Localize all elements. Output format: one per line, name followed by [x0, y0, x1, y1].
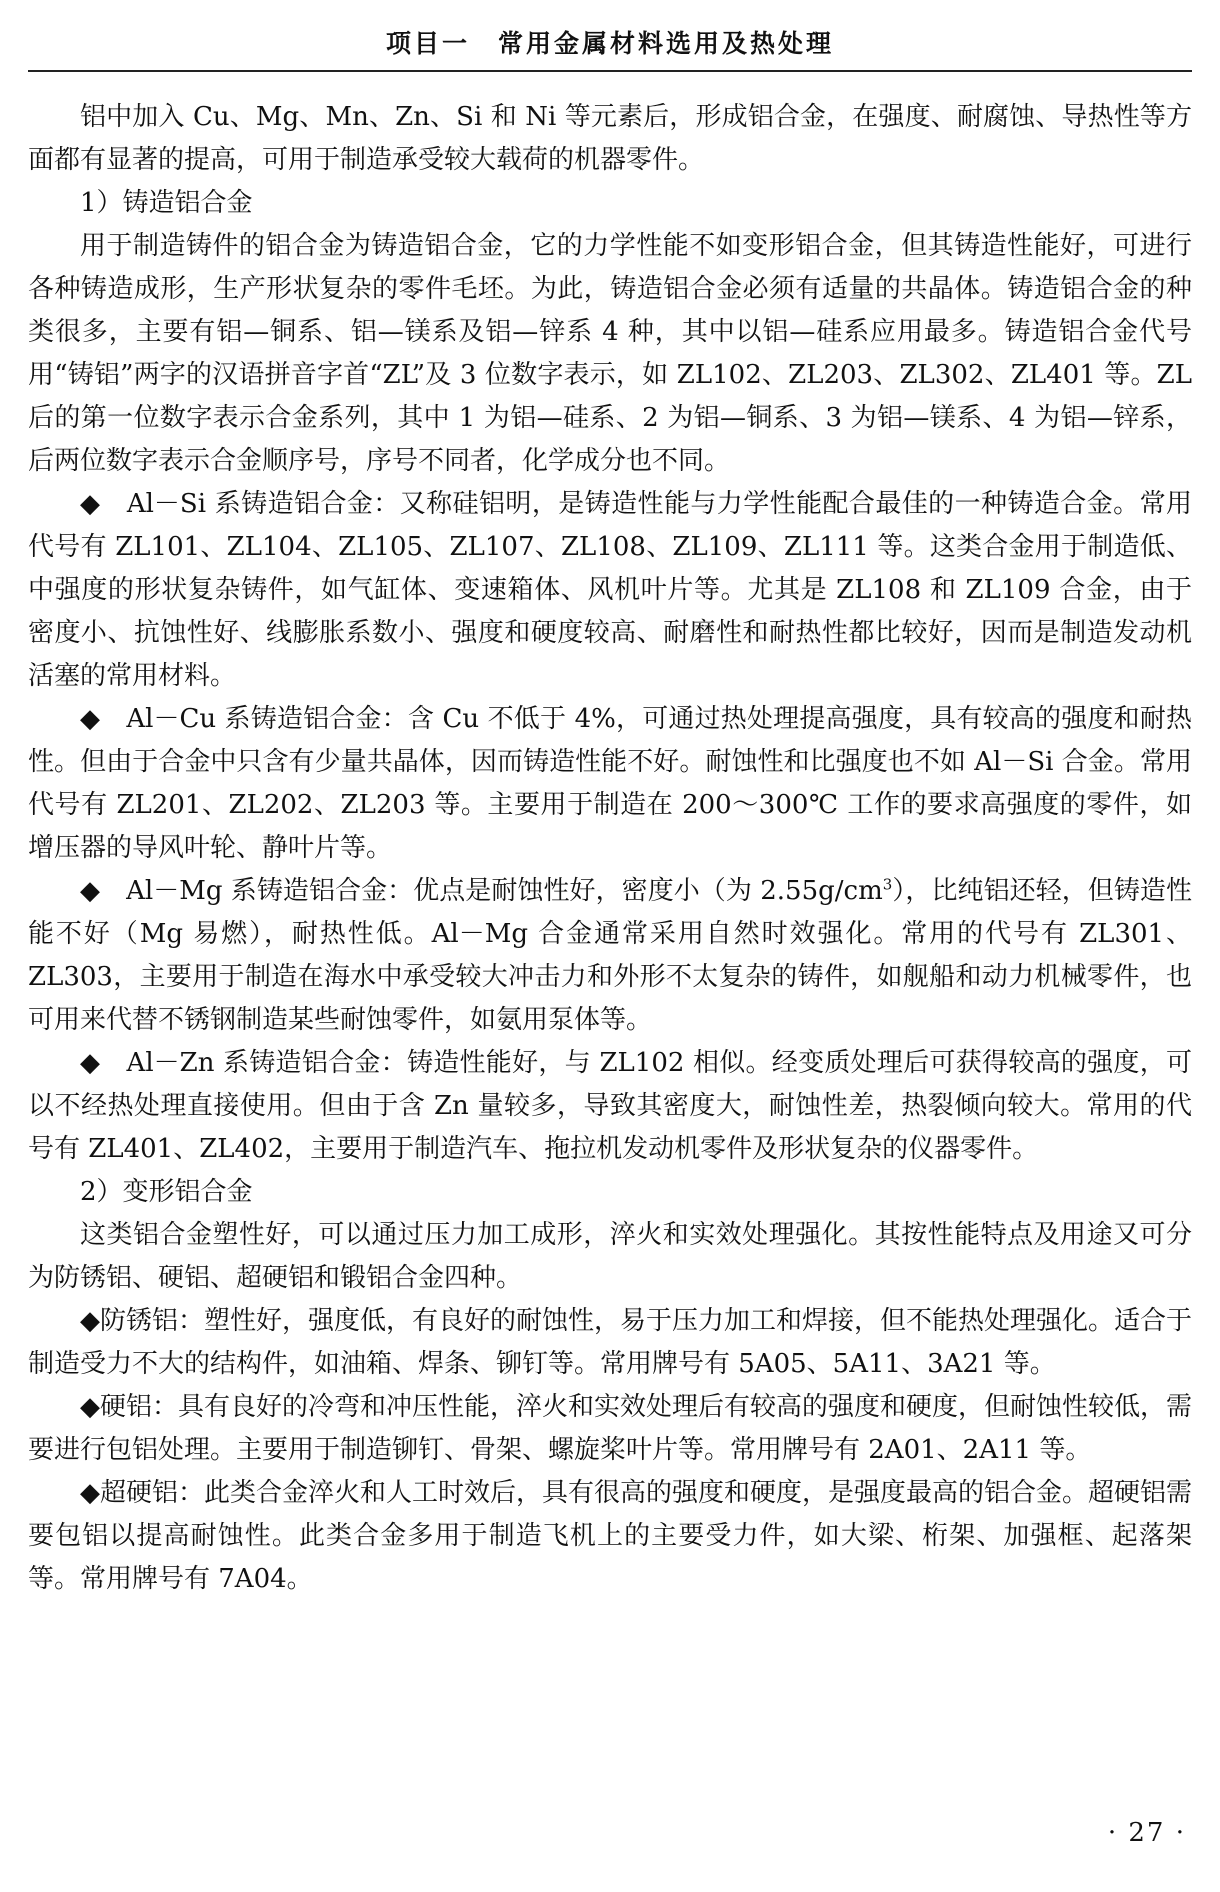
bullet-al-mg-text-a: ◆ Al－Mg 系铸造铝合金：优点是耐蚀性好，密度小（为 2.55g/cm [80, 876, 883, 906]
section-heading-cast-alloy: 1）铸造铝合金 [80, 188, 253, 218]
bullet-rust-proof-aluminum: ◆防锈铝：塑性好，强度低，有良好的耐蚀性，易于压力加工和焊接，但不能热处理强化。适合于制造受力不大的结构件，如油箱、焊条、铆钉等。常用牌号有 5A05、5A11、3A21 等。 [28, 1306, 1192, 1379]
bullet-al-mg [28, 870, 1192, 1042]
header-title: 项目一 常用金属材料选用及热处理 [385, 29, 834, 58]
bullet-al-si: ◆ Al－Si 系铸造铝合金：又称硅铝明，是铸造性能与力学性能配合最佳的一种铸造合金。常用代号有 ZL101、ZL104、ZL105、ZL107、ZL108、ZL109、ZL111 等。这类合金用于制造低、中强度的形状复杂铸件，如气缸体、变速箱体、风机叶片等。尤其是 ZL108 和 ZL109 合金，由于密度小、抗蚀性好、线膨胀系数小、强度和硬度较高、耐磨性和耐热性都比较好，因而是制造发动机活塞的常用材料。 [28, 489, 1192, 691]
body-text [28, 96, 1192, 1601]
section-heading-wrought-alloy: 2）变形铝合金 [80, 1177, 253, 1207]
intro-paragraph: 铝中加入 Cu、Mg、Mn、Zn、Si 和 Ni 等元素后，形成铝合金，在强度、耐腐蚀、导热性等方面都有显著的提高，可用于制造承受较大载荷的机器零件。 [28, 102, 1192, 175]
page-number: · 27 · [1107, 1818, 1186, 1848]
bullet-super-duralumin: ◆超硬铝：此类合金淬火和人工时效后，具有很高的强度和硬度，是强度最高的铝合金。超硬铝需要包铝以提高耐蚀性。此类合金多用于制造飞机上的主要受力件，如大梁、桁架、加强框、起落架等。常用牌号有 7A04。 [28, 1478, 1192, 1594]
bullet-al-cu: ◆ Al－Cu 系铸造铝合金：含 Cu 不低于 4%，可通过热处理提高强度，具有较高的强度和耐热性。但由于合金中只含有少量共晶体，因而铸造性能不好。耐蚀性和比强度也不如 Al－Si 合金。常用代号有 ZL201、ZL202、ZL203 等。主要用于制造在 200～300℃ 工作的要求高强度的零件，如增压器的导风叶轮、静叶片等。 [28, 704, 1192, 863]
running-header [28, 0, 1192, 72]
bullet-al-zn: ◆ Al－Zn 系铸造铝合金：铸造性能好，与 ZL102 相似。经变质处理后可获得较高的强度，可以不经热处理直接使用。但由于含 Zn 量较多，导致其密度大，耐蚀性差，热裂倾向较大。常用的代号有 ZL401、ZL402，主要用于制造汽车、拖拉机发动机零件及形状复杂的仪器零件。 [28, 1048, 1192, 1164]
superscript-3: 3 [882, 875, 893, 894]
cast-alloy-paragraph: 用于制造铸件的铝合金为铸造铝合金，它的力学性能不如变形铝合金，但其铸造性能好，可进行各种铸造成形，生产形状复杂的零件毛坯。为此，铸造铝合金必须有适量的共晶体。铸造铝合金的种类很多，主要有铝—铜系、铝—镁系及铝—锌系 4 种，其中以铝—硅系应用最多。铸造铝合金代号用“铸铝”两字的汉语拼音字首“ZL”及 3 位数字表示，如 ZL102、ZL203、ZL302、ZL401 等。ZL 后的第一位数字表示合金系列，其中 1 为铝—硅系、2 为铝—铜系、3 为铝—镁系、4 为铝—锌系，后两位数字表示合金顺序号，序号不同者，化学成分也不同。 [28, 231, 1192, 476]
wrought-alloy-paragraph: 这类铝合金塑性好，可以通过压力加工成形，淬火和实效处理强化。其按性能特点及用途又可分为防锈铝、硬铝、超硬铝和锻铝合金四种。 [28, 1220, 1192, 1293]
bullet-al-mg-text-b: ），比纯铝还轻，但铸造性能不好（Mg 易燃），耐热性低。Al－Mg 合金通常采用自然时效强化。常用的代号有 ZL301、ZL303，主要用于制造在海水中承受较大冲击力和外形不太复杂的铸件，如舰船和动力机械零件，也可用来代替不锈钢制造某些耐蚀零件，如氨用泵体等。 [28, 876, 1192, 1035]
bullet-duralumin: ◆硬铝：具有良好的冷弯和冲压性能，淬火和实效处理后有较高的强度和硬度，但耐蚀性较低，需要进行包铝处理。主要用于制造铆钉、骨架、螺旋桨叶片等。常用牌号有 2A01、2A11 等。 [28, 1392, 1192, 1465]
